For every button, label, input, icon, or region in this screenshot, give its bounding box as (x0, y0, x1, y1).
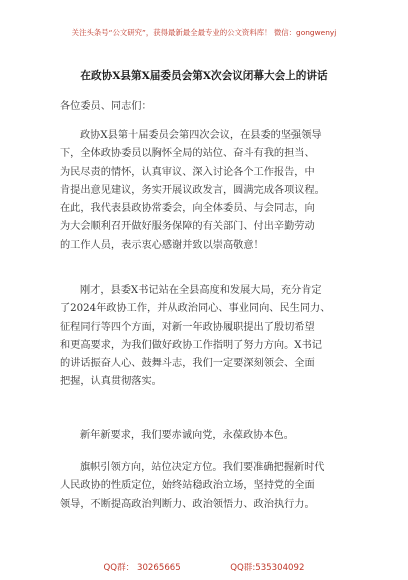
paragraph-line: 人民政协的性质定位，始终站稳政治立场，坚持党的全面 (60, 480, 315, 492)
paragraph-line: 把握，认真贯彻落实。 (60, 376, 162, 388)
paragraph-line: 的讲话振奋人心、鼓舞斗志，我们一定要深刻领会、全面 (60, 358, 315, 370)
paragraph-2 (60, 282, 350, 392)
document-title: 在政协X县第X届委员会第X次会议闭幕大会上的讲话 (80, 70, 328, 82)
top-banner: 关注头条号“公文研究”，获得最新最全最专业的公文资料库！ 微信：gongwenyj (71, 28, 337, 37)
paragraph-line: 在此，我代表县政协常委会，向全体委员、与会同志，向 (60, 203, 315, 215)
paragraph-4 (60, 459, 350, 514)
paragraph-3 (60, 427, 350, 445)
salutation-line: 各位委员、同志们： (60, 101, 152, 112)
paragraph-line: 旗帜引领方向，站位决定方位。我们要准确把握新时代 (80, 462, 325, 473)
paragraph-line: 为民尽责的情怀，认真审议、深入讨论各个工作报告，中 (60, 166, 315, 178)
paragraph-line: 刚才，县委X书记站在全县高度和发展大局，充分肯定 (80, 285, 322, 296)
paragraph-line: 为大会顺利召开做好服务保障的有关部门、付出辛勤劳动 (60, 221, 315, 233)
footer-qq-group-1: QQ群： 30265665 (103, 563, 181, 573)
paragraph-line: 和更高要求，为我们做好政协工作指明了努力方向。X书记 (60, 339, 322, 351)
paragraph-line: 新年新要求，我们要赤诚向党，永葆政协本色。 (80, 430, 294, 441)
paragraph-line: 政协X县第十届委员会第四次会议，在县委的坚强领导 (80, 130, 322, 141)
footer (0, 561, 408, 573)
paragraph-line: 征程同行等四个方面，对新一年政协履职提出了殷切希望 (60, 321, 315, 333)
paragraph-1 (60, 127, 350, 255)
paragraph-line: 领导，不断提高政治判断力、政治领悟力、政治执行力。 (60, 498, 315, 510)
salutation (60, 98, 350, 116)
paragraph-line: 了2024年政协工作，并从政治同心、事业同向、民生同力、 (60, 303, 331, 315)
paragraph-line: 肯提出意见建议，务实开展议政发言，圆满完成各项议程。 (60, 184, 325, 196)
paragraph-line: 的工作人员，表示衷心感谢并致以崇高敬意！ (60, 239, 264, 251)
paragraph-line: 下，全体政协委员以胸怀全局的站位、奋斗有我的担当、 (60, 148, 315, 160)
footer-qq-group-2: QQ群:535304092 (230, 563, 305, 573)
